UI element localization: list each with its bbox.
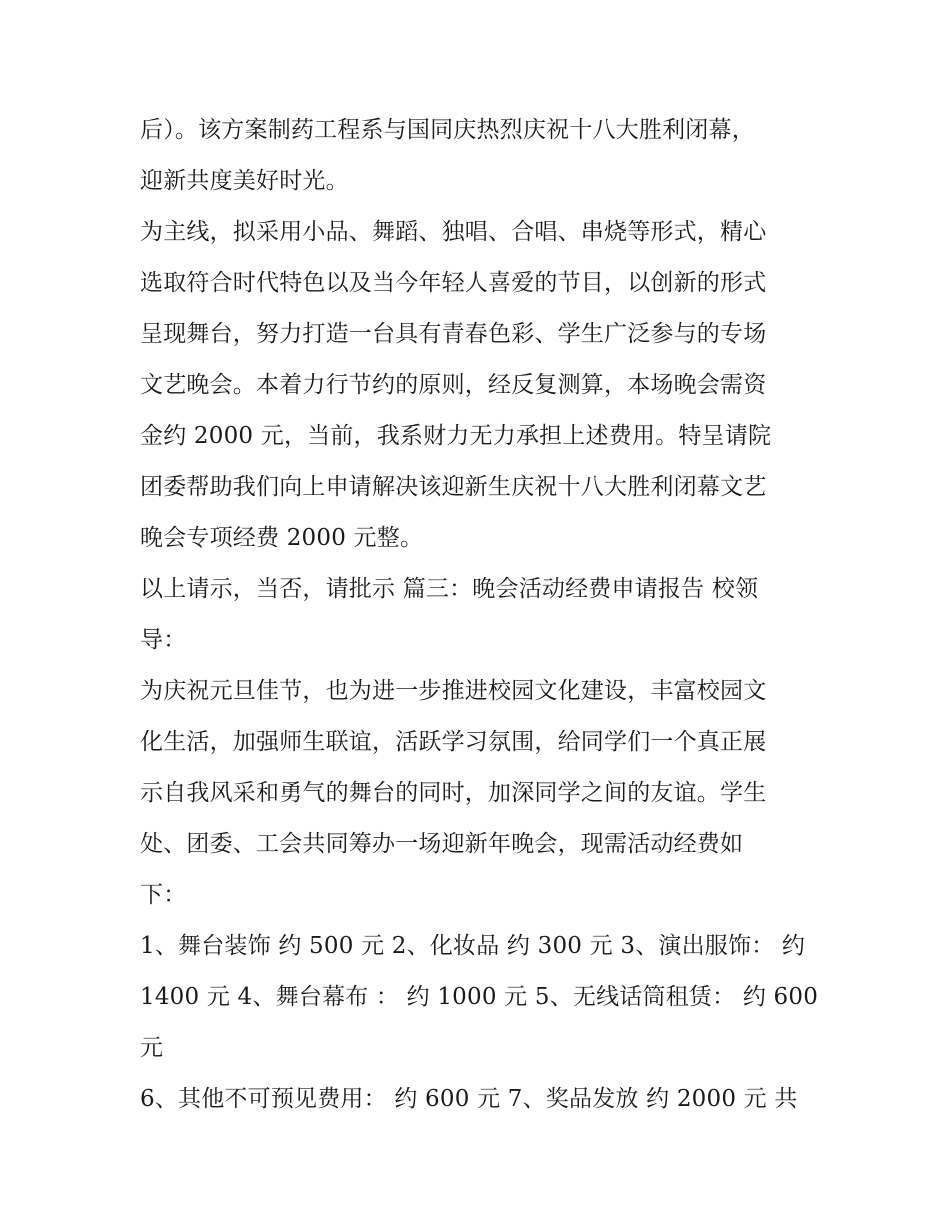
text-line: 元 (140, 1035, 164, 1061)
text-line: 为庆祝元旦佳节，也为进一步推进校园文化建设，丰富校园文 (140, 678, 767, 704)
text-line: 文艺晚会。本着力行节约的原则，经反复测算，本场晚会需资 (140, 372, 767, 398)
text-line: 1400 元 4、舞台幕布 ： 约 1000 元 5、无线话筒租赁： 约 600 (140, 984, 819, 1010)
text-line: 金约 2000 元，当前，我系财力无力承担上述费用。特呈请院 (140, 423, 772, 449)
text-line: 处、团委、工会共同筹办一场迎新年晚会，现需活动经费如 (140, 831, 744, 857)
text-line: 下： (140, 882, 187, 908)
text-line: 化生活，加强师生联谊，活跃学习氛围，给同学们一个真正展 (140, 729, 767, 755)
text-line: 呈现舞台，努力打造一台具有青春色彩、学生广泛参与的专场 (140, 321, 767, 347)
text-line: 迎新共度美好时光。 (140, 168, 349, 194)
text-line: 示自我风采和勇气的舞台的同时，加深同学之间的友谊。学生 (140, 780, 767, 806)
text-line: 导： (140, 627, 187, 653)
text-line: 以上请示，当否，请批示 篇三：晚会活动经费申请报告 校领 (140, 576, 759, 602)
document-body (140, 105, 820, 1125)
text-line: 选取符合时代特色以及当今年轻人喜爱的节目，以创新的形式 (140, 270, 767, 296)
text-line: 6、其他不可预见费用： 约 600 元 7、奖品发放 约 2000 元 共 (140, 1086, 798, 1112)
text-line: 团委帮助我们向上申请解决该迎新生庆祝十八大胜利闭幕文艺 (140, 474, 767, 500)
text-line: 1、舞台装饰 约 500 元 2、化妆品 约 300 元 3、演出服饰： 约 (140, 933, 806, 959)
text-line: 为主线，拟采用小品、舞蹈、独唱、合唱、串烧等形式，精心 (140, 219, 767, 245)
text-line: 晚会专项经费 2000 元整。 (140, 525, 424, 551)
text-line: 后）。该方案制药工程系与国同庆热烈庆祝十八大胜利闭幕， (140, 117, 755, 143)
